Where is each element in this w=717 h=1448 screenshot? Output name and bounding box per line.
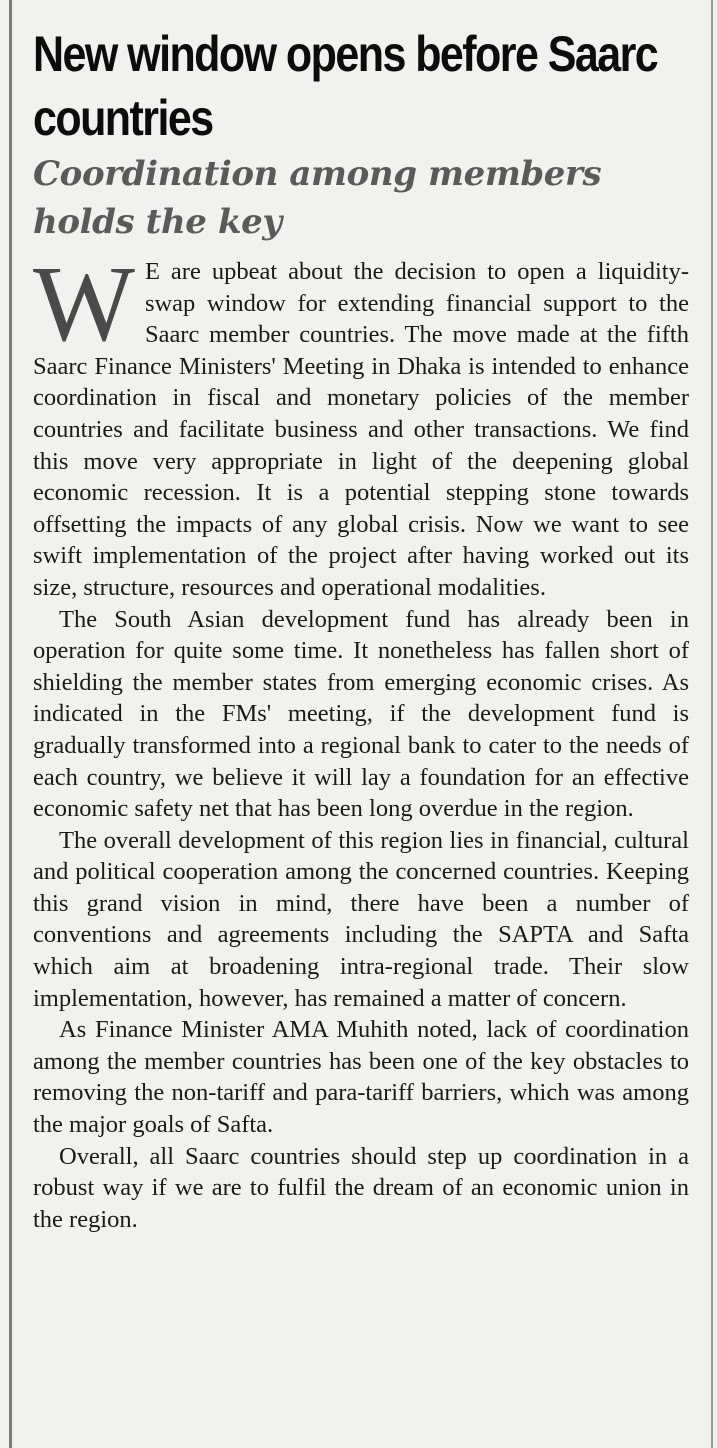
article-body [33,245,689,1235]
paragraph-4: As Finance Minister AMA Muhith noted, lack of coordination among the member countries has been one of the key obstacles to removing the non-tariff and para-tariff barriers, which was among the major goals of Safta. [33,1016,689,1139]
paragraph-3: The overall development of this region lies in financial, cultural and political cooperation among the concerned countries. Keeping this grand vision in mind, there have been a number of conventions and agreements including the SAPTA and Safta which aim at broadening intra-regional trade. Their slow implementation, however, has remained a matter of concern. [33,826,689,1012]
editorial-article [33,22,689,1235]
left-column-rule [9,0,12,1448]
subheadline: Coordination among members holds the key [33,154,602,242]
paragraph-2: The South Asian development fund has already been in operation for quite some time. It nonetheless has fallen short of shielding the member states from emerging economic crises. As indicated in the FMs' meeting, if the development fund is gradually transformed into a regional bank to cater to the needs of each country, we believe it will lay a foundation for an effective economic safety net that has been long overdue in the region. [33,605,689,823]
paragraph-1-text: E are upbeat about the decision to open a liquidity-swap window for extending financial support to the Saarc member countries. The move made at the fifth Saarc Finance Ministers' Meeting in Dhaka is intended to enhance coordination in fiscal and monetary policies of the member countries and facilitate business and other transactions. We find this move very appropriate in light of the deepening global economic recession. It is a potential stepping stone towards offsetting the impacts of any global crisis. Now we want to see swift implementation of the project after having worked out its size, structure, resources and operational modalities. [33,258,689,601]
paragraph-1 [33,245,689,604]
paragraph-5: Overall, all Saarc countries should step up coordination in a robust way if we are to fulfil the dream of an economic union in the region. [33,1142,689,1233]
drop-cap: W [33,245,135,364]
right-column-rule [711,0,713,1448]
headline: New window opens before Saarc countries [33,26,658,146]
